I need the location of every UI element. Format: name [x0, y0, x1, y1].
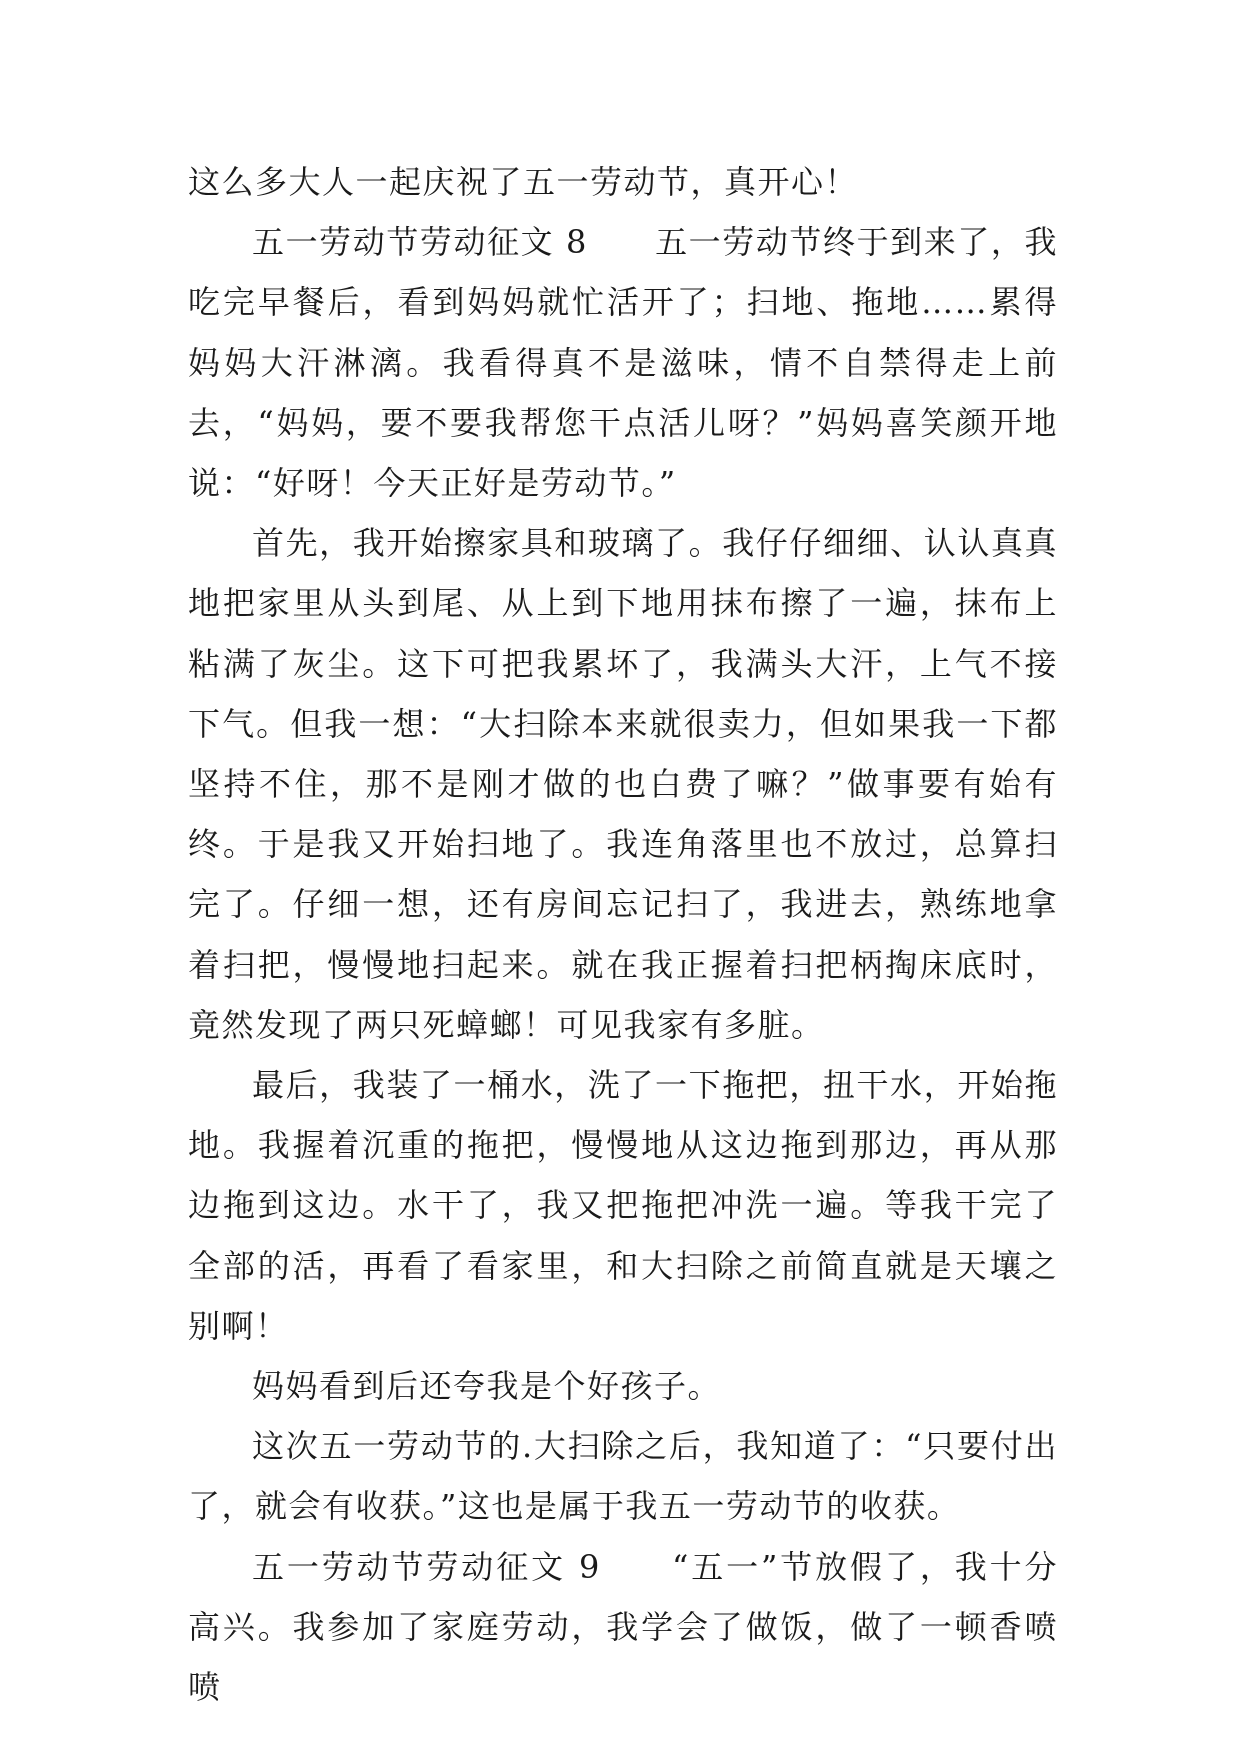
paragraph-conclusion: 这次五一劳动节的.大扫除之后，我知道了：“只要付出了，就会有收获。”这也是属于我五一劳动节的收获。 — [188, 1427, 1058, 1526]
paragraph-praise: 妈妈看到后还夸我是个好孩子。 — [252, 1367, 722, 1406]
paragraph-essay-8-intro: 五一劳动节劳动征文 8 五一劳动节终于到来了，我吃完早餐后，看到妈妈就忙活开了；扫地、拖地……累得妈妈大汗淋漓。我看得真不是滋味，情不自禁得走上前去，“妈妈，要不要我帮您干点活儿呀？”妈妈喜笑颜开地说：“好呀！今天正好是劳动节。” — [188, 223, 1058, 503]
paragraph-mopping: 最后，我装了一桶水，洗了一下拖把，扭干水，开始拖地。我握着沉重的拖把，慢慢地从这边拖到那边，再从那边拖到这边。水干了，我又把拖把冲洗一遍。等我干完了全部的活，再看了看家里，和大扫除之前简直就是天壤之别啊！ — [188, 1066, 1058, 1345]
paragraph-continuation: 这么多大人一起庆祝了五一劳动节，真开心！ — [188, 163, 859, 201]
paragraph-cleaning-furniture: 首先，我开始擦家具和玻璃了。我仔仔细细、认认真真地把家里从头到尾、从上到下地用抹布擦了一遍，抹布上粘满了灰尘。这下可把我累坏了，我满头大汗，上气不接下气。但我一想：“大扫除本来就很卖力，但如果我一下都坚持不住，那不是刚才做的也白费了嘛？”做事要有始有终。于是我又开始扫地了。我连角落里也不放过，总算扫完了。仔细一想，还有房间忘记扫了，我进去，熟练地拿着扫把，慢慢地扫起来。就在我正握着扫把柄掏床底时，竟然发现了两只死蟑螂！可见我家有多脏。 — [188, 524, 1058, 1044]
article-body — [188, 152, 1058, 1717]
paragraph-essay-9-intro: 五一劳动节劳动征文 9 “五一”节放假了，我十分高兴。我参加了家庭劳动，我学会了做饭，做了一顿香喷喷 — [188, 1547, 1058, 1707]
